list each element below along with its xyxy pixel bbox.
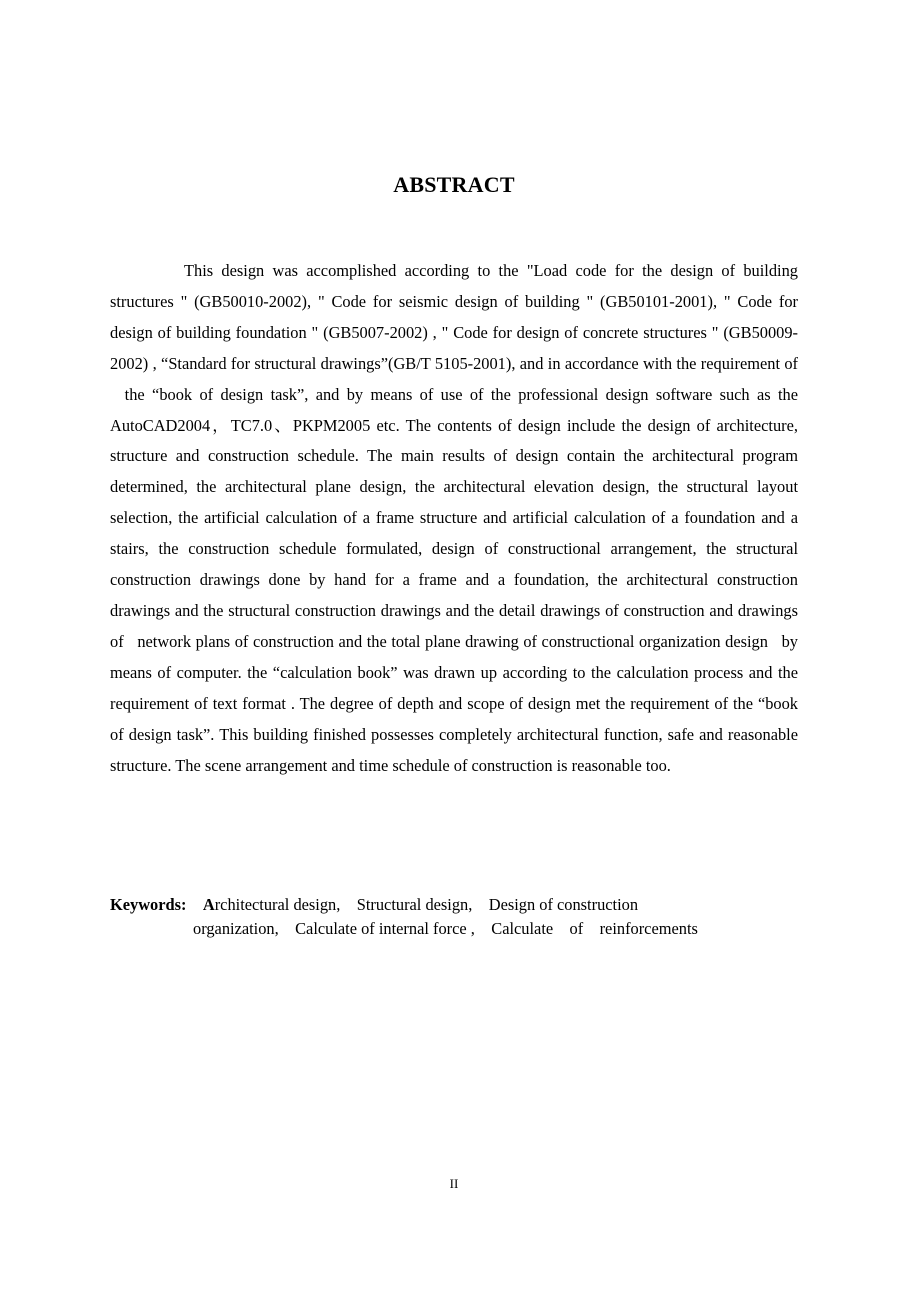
keywords-section <box>110 893 798 941</box>
keywords-first-letter: A <box>202 895 215 914</box>
keywords-line-1: rchitectural design, Structural design, Design of construction <box>214 895 639 914</box>
abstract-paragraph: This design was accomplished according to the "Load code for the design of building structures " (GB50010-2002), " Code for seismic design of building " (GB50101-2001), " Code for design of building foundation " (GB5007-2002) , " Code for design of concrete structures " (GB50009-2002) , “Standard for structural drawings”(GB/T 5105-2001), and in accordance with the requirement of the “book of design task”, and by means of use of the professional design software such as the AutoCAD2004，TC7.0、PKPM2005 etc. The contents of design include the design of architecture, structure and construction schedule. The main results of design contain the architectural program determined, the architectural plane design, the architectural elevation design, the structural layout selection, the artificial calculation of a frame structure and artificial calculation of a foundation and a stairs, the construction schedule formulated, design of constructional arrangement, the structural construction drawings done by hand for a frame and a foundation, the architectural construction drawings and the structural construction drawings and the detail drawings of construction and drawings of network plans of construction and the total plane drawing of constructional organization design by means of computer. the “calculation book” was drawn up according to the calculation process and the requirement of text format . The degree of depth and scope of design met the requirement of the “book of design task”. This building finished possesses completely architectural function, safe and reasonable structure. The scene arrangement and time schedule of construction is reasonable too. <box>110 261 798 775</box>
keywords-label: Keywords: <box>110 895 187 914</box>
keywords-line-2: organization, Calculate of internal force , Calculate of reinforcements <box>193 919 698 938</box>
page-title: ABSTRACT <box>393 172 515 197</box>
page-number: II <box>449 1176 459 1191</box>
